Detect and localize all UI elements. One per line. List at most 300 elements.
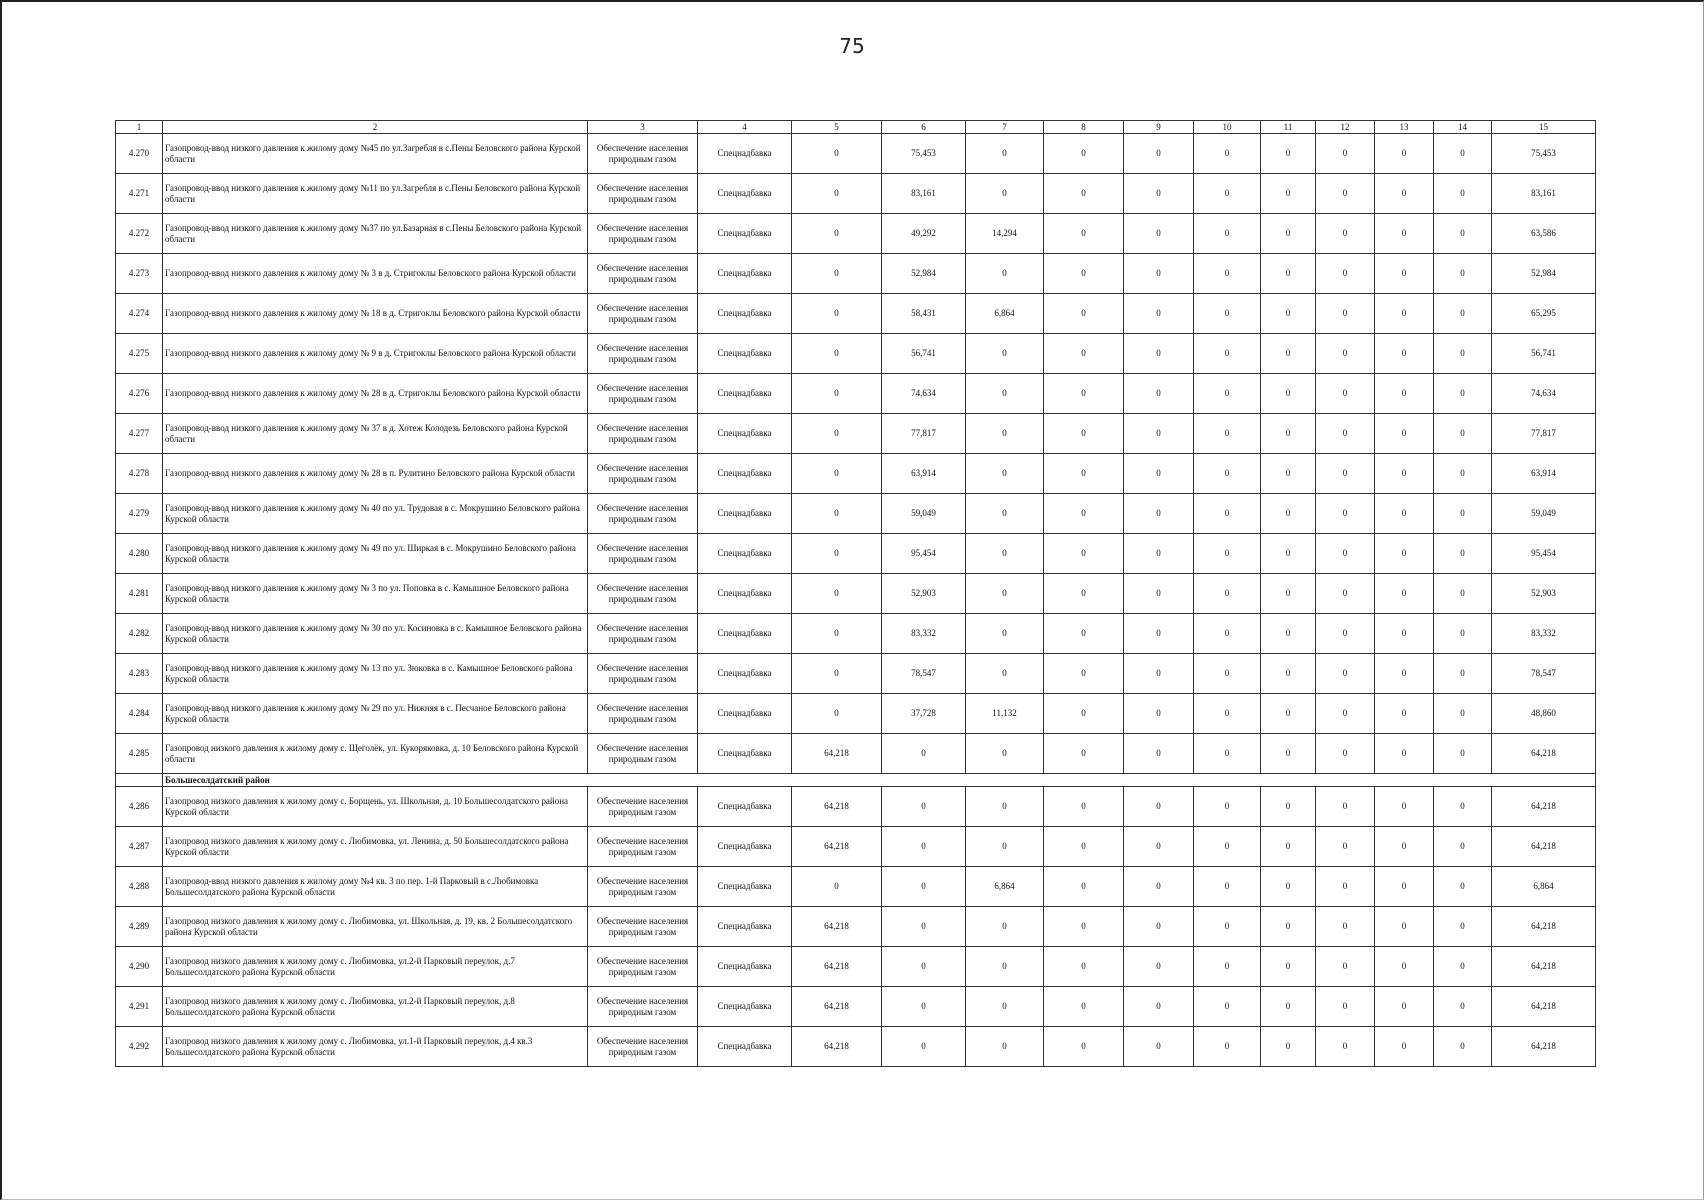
value-10: 0	[1194, 654, 1261, 694]
value-12: 0	[1316, 334, 1375, 374]
table-row	[116, 494, 1596, 534]
value-7: 0	[966, 374, 1044, 414]
value-14: 0	[1434, 947, 1492, 987]
object-name: Газопровод низкого давления к жилому дому с. Любимовка, ул. Школьная, д. 19, кв. 2 Большесолдатского района Курской области	[163, 907, 588, 947]
value-14: 0	[1434, 787, 1492, 827]
value-15: 64,218	[1492, 947, 1596, 987]
column-number: 3	[588, 121, 698, 134]
value-6: 83,161	[882, 174, 966, 214]
value-12: 0	[1316, 214, 1375, 254]
value-6: 59,049	[882, 494, 966, 534]
funding-source: Спецнадбавка	[698, 214, 792, 254]
value-6: 95,454	[882, 534, 966, 574]
value-11: 0	[1261, 374, 1316, 414]
value-11: 0	[1261, 734, 1316, 774]
value-13: 0	[1375, 694, 1434, 734]
value-13: 0	[1375, 987, 1434, 1027]
value-9: 0	[1124, 947, 1194, 987]
value-9: 0	[1124, 694, 1194, 734]
value-14: 0	[1434, 1027, 1492, 1067]
table-row	[116, 534, 1596, 574]
value-12: 0	[1316, 534, 1375, 574]
value-12: 0	[1316, 1027, 1375, 1067]
value-13: 0	[1375, 654, 1434, 694]
value-12: 0	[1316, 694, 1375, 734]
purpose: Обеспечение населения природным газом	[588, 614, 698, 654]
value-8: 0	[1044, 494, 1124, 534]
value-13: 0	[1375, 254, 1434, 294]
value-13: 0	[1375, 827, 1434, 867]
object-name: Газопровод низкого давления к жилому дому с. Любимовка, ул.2-й Парковый переулок, д.7 Большесолдатского района Курской области	[163, 947, 588, 987]
value-5: 0	[792, 414, 882, 454]
table-row	[116, 947, 1596, 987]
value-13: 0	[1375, 574, 1434, 614]
object-name: Газопровод-ввод низкого давления к жилому дому № 3 по ул. Поповка в с. Камышное Беловского района Курской области	[163, 574, 588, 614]
value-15: 52,903	[1492, 574, 1596, 614]
value-6: 83,332	[882, 614, 966, 654]
value-6: 0	[882, 827, 966, 867]
value-6: 0	[882, 787, 966, 827]
value-13: 0	[1375, 494, 1434, 534]
value-6: 75,453	[882, 134, 966, 174]
column-number: 5	[792, 121, 882, 134]
value-5: 0	[792, 574, 882, 614]
table-row	[116, 1027, 1596, 1067]
value-9: 0	[1124, 867, 1194, 907]
table-row	[116, 134, 1596, 174]
value-14: 0	[1434, 534, 1492, 574]
row-number: 4.286	[116, 787, 163, 827]
value-8: 0	[1044, 534, 1124, 574]
value-10: 0	[1194, 1027, 1261, 1067]
value-9: 0	[1124, 294, 1194, 334]
object-name: Газопровод-ввод низкого давления к жилому дому №11 по ул.Загребля в с.Пены Беловского района Курской области	[163, 174, 588, 214]
value-6: 78,547	[882, 654, 966, 694]
column-number: 7	[966, 121, 1044, 134]
value-5: 0	[792, 294, 882, 334]
value-11: 0	[1261, 574, 1316, 614]
table-row	[116, 694, 1596, 734]
value-15: 83,161	[1492, 174, 1596, 214]
value-9: 0	[1124, 907, 1194, 947]
value-7: 0	[966, 574, 1044, 614]
object-name: Газопровод-ввод низкого давления к жилому дому №37 по ул.Базарная в с.Пены Беловского района Курской области	[163, 214, 588, 254]
value-12: 0	[1316, 907, 1375, 947]
table-row	[116, 374, 1596, 414]
value-5: 0	[792, 694, 882, 734]
object-name: Газопровод-ввод низкого давления к жилому дому №4 кв. 3 по пер. 1-й Парковый в с.Любимовка Большесолдатского района Курской области	[163, 867, 588, 907]
value-6: 52,984	[882, 254, 966, 294]
value-5: 64,218	[792, 947, 882, 987]
purpose: Обеспечение населения природным газом	[588, 254, 698, 294]
column-number-row	[116, 121, 1596, 134]
value-10: 0	[1194, 294, 1261, 334]
value-7: 11,132	[966, 694, 1044, 734]
table-row	[116, 414, 1596, 454]
value-14: 0	[1434, 827, 1492, 867]
value-13: 0	[1375, 294, 1434, 334]
table-row	[116, 654, 1596, 694]
value-5: 0	[792, 174, 882, 214]
value-11: 0	[1261, 987, 1316, 1027]
value-15: 56,741	[1492, 334, 1596, 374]
value-11: 0	[1261, 534, 1316, 574]
value-5: 0	[792, 614, 882, 654]
row-number: 4.292	[116, 1027, 163, 1067]
value-15: 65,295	[1492, 294, 1596, 334]
value-12: 0	[1316, 414, 1375, 454]
purpose: Обеспечение населения природным газом	[588, 987, 698, 1027]
value-12: 0	[1316, 174, 1375, 214]
value-6: 0	[882, 947, 966, 987]
value-9: 0	[1124, 1027, 1194, 1067]
value-15: 63,586	[1492, 214, 1596, 254]
value-10: 0	[1194, 867, 1261, 907]
value-5: 64,218	[792, 987, 882, 1027]
value-9: 0	[1124, 494, 1194, 534]
row-number: 4.282	[116, 614, 163, 654]
value-9: 0	[1124, 827, 1194, 867]
table-row	[116, 254, 1596, 294]
value-15: 6,864	[1492, 867, 1596, 907]
row-number: 4.280	[116, 534, 163, 574]
value-7: 0	[966, 1027, 1044, 1067]
value-5: 0	[792, 534, 882, 574]
value-7: 14,294	[966, 214, 1044, 254]
value-11: 0	[1261, 294, 1316, 334]
row-number: 4.287	[116, 827, 163, 867]
value-14: 0	[1434, 134, 1492, 174]
value-8: 0	[1044, 454, 1124, 494]
value-6: 52,903	[882, 574, 966, 614]
value-8: 0	[1044, 174, 1124, 214]
value-11: 0	[1261, 494, 1316, 534]
value-11: 0	[1261, 1027, 1316, 1067]
value-6: 0	[882, 867, 966, 907]
value-14: 0	[1434, 614, 1492, 654]
funding-source: Спецнадбавка	[698, 694, 792, 734]
row-number: 4.273	[116, 254, 163, 294]
purpose: Обеспечение населения природным газом	[588, 214, 698, 254]
value-5: 0	[792, 454, 882, 494]
table-row	[116, 294, 1596, 334]
value-14: 0	[1434, 574, 1492, 614]
value-11: 0	[1261, 134, 1316, 174]
table-row	[116, 867, 1596, 907]
value-15: 77,817	[1492, 414, 1596, 454]
value-8: 0	[1044, 334, 1124, 374]
value-12: 0	[1316, 947, 1375, 987]
value-12: 0	[1316, 614, 1375, 654]
column-number: 1	[116, 121, 163, 134]
value-15: 83,332	[1492, 614, 1596, 654]
purpose: Обеспечение населения природным газом	[588, 734, 698, 774]
value-12: 0	[1316, 294, 1375, 334]
object-name: Газопровод-ввод низкого давления к жилому дому № 18 в д. Стригоклы Беловского района Курской области	[163, 294, 588, 334]
purpose: Обеспечение населения природным газом	[588, 334, 698, 374]
column-number: 12	[1316, 121, 1375, 134]
funding-source: Спецнадбавка	[698, 987, 792, 1027]
purpose: Обеспечение населения природным газом	[588, 947, 698, 987]
value-9: 0	[1124, 214, 1194, 254]
value-15: 52,984	[1492, 254, 1596, 294]
value-11: 0	[1261, 454, 1316, 494]
row-number: 4.274	[116, 294, 163, 334]
row-number: 4.288	[116, 867, 163, 907]
value-5: 0	[792, 254, 882, 294]
value-5: 0	[792, 374, 882, 414]
value-11: 0	[1261, 694, 1316, 734]
purpose: Обеспечение населения природным газом	[588, 694, 698, 734]
funding-source: Спецнадбавка	[698, 787, 792, 827]
value-5: 64,218	[792, 827, 882, 867]
column-number: 10	[1194, 121, 1261, 134]
funding-source: Спецнадбавка	[698, 574, 792, 614]
value-6: 77,817	[882, 414, 966, 454]
section-row	[116, 774, 1596, 787]
value-5: 0	[792, 494, 882, 534]
row-number: 4.283	[116, 654, 163, 694]
value-7: 0	[966, 494, 1044, 534]
purpose: Обеспечение населения природным газом	[588, 134, 698, 174]
table-row	[116, 827, 1596, 867]
value-14: 0	[1434, 214, 1492, 254]
section-spacer	[116, 774, 163, 787]
value-15: 78,547	[1492, 654, 1596, 694]
value-13: 0	[1375, 454, 1434, 494]
value-7: 0	[966, 534, 1044, 574]
value-10: 0	[1194, 827, 1261, 867]
value-12: 0	[1316, 827, 1375, 867]
row-number: 4.281	[116, 574, 163, 614]
funding-source: Спецнадбавка	[698, 334, 792, 374]
funding-source: Спецнадбавка	[698, 867, 792, 907]
purpose: Обеспечение населения природным газом	[588, 414, 698, 454]
value-8: 0	[1044, 614, 1124, 654]
table-row	[116, 907, 1596, 947]
value-15: 75,453	[1492, 134, 1596, 174]
value-5: 0	[792, 867, 882, 907]
object-name: Газопровод-ввод низкого давления к жилому дому № 29 по ул. Нижняя в с. Песчаное Беловского района Курской области	[163, 694, 588, 734]
purpose: Обеспечение населения природным газом	[588, 907, 698, 947]
value-8: 0	[1044, 987, 1124, 1027]
value-10: 0	[1194, 947, 1261, 987]
purpose: Обеспечение населения природным газом	[588, 534, 698, 574]
value-10: 0	[1194, 907, 1261, 947]
value-5: 64,218	[792, 1027, 882, 1067]
value-6: 0	[882, 987, 966, 1027]
value-15: 64,218	[1492, 987, 1596, 1027]
table-body	[116, 121, 1596, 1067]
value-8: 0	[1044, 907, 1124, 947]
row-number: 4.289	[116, 907, 163, 947]
purpose: Обеспечение населения природным газом	[588, 654, 698, 694]
purpose: Обеспечение населения природным газом	[588, 867, 698, 907]
row-number: 4.270	[116, 134, 163, 174]
value-6: 37,728	[882, 694, 966, 734]
object-name: Газопровод низкого давления к жилому дому с. Любимовка, ул.2-й Парковый переулок, д.8 Большесолдатского района Курской области	[163, 987, 588, 1027]
row-number: 4.279	[116, 494, 163, 534]
object-name: Газопровод-ввод низкого давления к жилому дому № 37 в д. Хотеж Колодезь Беловского района Курской области	[163, 414, 588, 454]
value-14: 0	[1434, 334, 1492, 374]
row-number: 4.272	[116, 214, 163, 254]
funding-source: Спецнадбавка	[698, 907, 792, 947]
value-7: 0	[966, 254, 1044, 294]
value-11: 0	[1261, 787, 1316, 827]
column-number: 9	[1124, 121, 1194, 134]
value-9: 0	[1124, 334, 1194, 374]
value-15: 63,914	[1492, 454, 1596, 494]
purpose: Обеспечение населения природным газом	[588, 374, 698, 414]
value-13: 0	[1375, 614, 1434, 654]
table-row	[116, 574, 1596, 614]
value-12: 0	[1316, 454, 1375, 494]
value-12: 0	[1316, 134, 1375, 174]
value-15: 95,454	[1492, 534, 1596, 574]
page-number: 75	[839, 34, 865, 58]
value-13: 0	[1375, 214, 1434, 254]
value-13: 0	[1375, 334, 1434, 374]
value-8: 0	[1044, 374, 1124, 414]
object-name: Газопровод низкого давления к жилому дому с. Борщень, ул. Школьная, д. 10 Большесолдатского района Курской области	[163, 787, 588, 827]
purpose: Обеспечение населения природным газом	[588, 294, 698, 334]
value-7: 0	[966, 654, 1044, 694]
value-10: 0	[1194, 787, 1261, 827]
value-15: 74,634	[1492, 374, 1596, 414]
value-11: 0	[1261, 174, 1316, 214]
table-row	[116, 174, 1596, 214]
value-8: 0	[1044, 414, 1124, 454]
value-10: 0	[1194, 414, 1261, 454]
value-8: 0	[1044, 574, 1124, 614]
value-9: 0	[1124, 734, 1194, 774]
column-number: 11	[1261, 121, 1316, 134]
row-number: 4.275	[116, 334, 163, 374]
value-9: 0	[1124, 174, 1194, 214]
value-9: 0	[1124, 374, 1194, 414]
section-title: Большесолдатский район	[163, 774, 1596, 787]
value-10: 0	[1194, 214, 1261, 254]
object-name: Газопровод-ввод низкого давления к жилому дому № 28 в п. Рулитино Беловского района Курской области	[163, 454, 588, 494]
value-13: 0	[1375, 534, 1434, 574]
table-row	[116, 454, 1596, 494]
funding-source: Спецнадбавка	[698, 654, 792, 694]
purpose: Обеспечение населения природным газом	[588, 174, 698, 214]
value-10: 0	[1194, 454, 1261, 494]
value-5: 64,218	[792, 734, 882, 774]
row-number: 4.276	[116, 374, 163, 414]
funding-source: Спецнадбавка	[698, 454, 792, 494]
value-7: 0	[966, 827, 1044, 867]
funding-source: Спецнадбавка	[698, 614, 792, 654]
value-14: 0	[1434, 174, 1492, 214]
value-6: 49,292	[882, 214, 966, 254]
data-table	[115, 120, 1596, 1067]
purpose: Обеспечение населения природным газом	[588, 787, 698, 827]
object-name: Газопровод-ввод низкого давления к жилому дому № 3 в д. Стригоклы Беловского района Курской области	[163, 254, 588, 294]
value-13: 0	[1375, 734, 1434, 774]
value-5: 0	[792, 214, 882, 254]
column-number: 4	[698, 121, 792, 134]
value-9: 0	[1124, 574, 1194, 614]
value-7: 0	[966, 134, 1044, 174]
value-14: 0	[1434, 254, 1492, 294]
purpose: Обеспечение населения природным газом	[588, 454, 698, 494]
value-9: 0	[1124, 987, 1194, 1027]
value-11: 0	[1261, 614, 1316, 654]
value-10: 0	[1194, 494, 1261, 534]
object-name: Газопровод-ввод низкого давления к жилому дому № 40 по ул. Трудовая в с. Мокрушино Беловского района Курской области	[163, 494, 588, 534]
value-14: 0	[1434, 374, 1492, 414]
object-name: Газопровод низкого давления к жилому дому с. Любимовка, ул. Ленина, д. 50 Большесолдатского района Курской области	[163, 827, 588, 867]
value-5: 64,218	[792, 787, 882, 827]
value-12: 0	[1316, 494, 1375, 534]
value-15: 48,860	[1492, 694, 1596, 734]
value-11: 0	[1261, 867, 1316, 907]
value-7: 0	[966, 174, 1044, 214]
funding-source: Спецнадбавка	[698, 374, 792, 414]
column-number: 14	[1434, 121, 1492, 134]
value-7: 0	[966, 987, 1044, 1027]
funding-source: Спецнадбавка	[698, 827, 792, 867]
value-10: 0	[1194, 254, 1261, 294]
table-row	[116, 614, 1596, 654]
value-7: 0	[966, 734, 1044, 774]
value-13: 0	[1375, 867, 1434, 907]
value-15: 64,218	[1492, 907, 1596, 947]
object-name: Газопровод-ввод низкого давления к жилому дому № 49 по ул. Ширкая в с. Мокрушино Беловского района Курской области	[163, 534, 588, 574]
value-12: 0	[1316, 734, 1375, 774]
column-number: 15	[1492, 121, 1596, 134]
object-name: Газопровод-ввод низкого давления к жилому дому № 13 по ул. Зюковка в с. Камышное Беловского района Курской области	[163, 654, 588, 694]
value-8: 0	[1044, 867, 1124, 907]
table-row	[116, 214, 1596, 254]
object-name: Газопровод-ввод низкого давления к жилому дому №45 по ул.Загребля в с.Пены Беловского района Курской области	[163, 134, 588, 174]
object-name: Газопровод-ввод низкого давления к жилому дому № 30 по ул. Косиновка в с. Камышное Беловского района Курской области	[163, 614, 588, 654]
value-7: 0	[966, 907, 1044, 947]
column-number: 13	[1375, 121, 1434, 134]
purpose: Обеспечение населения природным газом	[588, 1027, 698, 1067]
object-name: Газопровод-ввод низкого давления к жилому дому № 9 в д. Стригоклы Беловского района Курской области	[163, 334, 588, 374]
value-15: 64,218	[1492, 734, 1596, 774]
funding-source: Спецнадбавка	[698, 254, 792, 294]
value-13: 0	[1375, 907, 1434, 947]
value-7: 0	[966, 454, 1044, 494]
value-10: 0	[1194, 334, 1261, 374]
value-11: 0	[1261, 254, 1316, 294]
funding-source: Спецнадбавка	[698, 534, 792, 574]
value-10: 0	[1194, 987, 1261, 1027]
value-7: 0	[966, 787, 1044, 827]
value-10: 0	[1194, 134, 1261, 174]
value-8: 0	[1044, 787, 1124, 827]
value-12: 0	[1316, 574, 1375, 614]
value-6: 58,431	[882, 294, 966, 334]
value-14: 0	[1434, 907, 1492, 947]
value-5: 64,218	[792, 907, 882, 947]
funding-source: Спецнадбавка	[698, 174, 792, 214]
row-number: 4.285	[116, 734, 163, 774]
table-row	[116, 734, 1596, 774]
funding-source: Спецнадбавка	[698, 494, 792, 534]
value-8: 0	[1044, 294, 1124, 334]
row-number: 4.284	[116, 694, 163, 734]
value-10: 0	[1194, 374, 1261, 414]
value-13: 0	[1375, 174, 1434, 214]
value-6: 74,634	[882, 374, 966, 414]
value-9: 0	[1124, 534, 1194, 574]
value-9: 0	[1124, 414, 1194, 454]
